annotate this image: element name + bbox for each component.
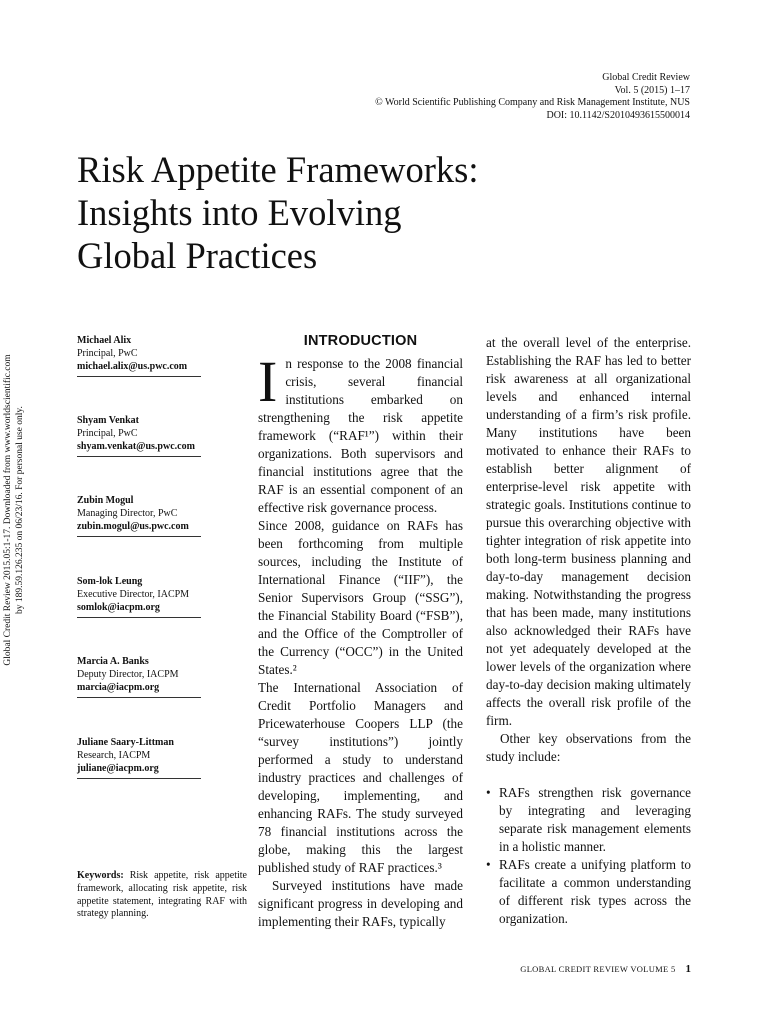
title-line-1: Risk Appetite Frameworks: (77, 149, 479, 190)
author-name: Som-lok Leung (77, 576, 143, 587)
author-role: Principal, PwC (77, 347, 138, 359)
author-entry (77, 576, 201, 618)
title-line-3: Global Practices (77, 235, 318, 276)
author-name: Zubin Mogul (77, 495, 134, 506)
author-entry (77, 656, 201, 698)
author-email-link[interactable]: michael.alix@us.pwc.com (77, 361, 201, 377)
footer-journal: GLOBAL CREDIT REVIEW VOLUME 5 (520, 964, 676, 974)
bullet-icon: • (486, 857, 491, 872)
intro-paragraph-1-text: n response to the 2008 financial crisis, several financial institutions embarked on strengthening the risk appetite framework (“RAF¹”) within their organizations. Both supervisors and financial institutions agree that the RAF is an essential component of an effective risk governance process. (258, 356, 463, 515)
doi-line: DOI: 10.1142/S2010493615500014 (546, 109, 690, 121)
list-item-text: RAFs strengthen risk governance by integrating and leveraging separate risk management elements in a holistic manner. (499, 785, 691, 854)
bullet-icon: • (486, 785, 491, 800)
intro-paragraph-3: The International Association of Credit Portfolio Managers and Pricewaterhouse Coopers LLP (the “survey institutions”) jointly performed a study to understand industry practices and challenges of developing, implementing, and enhancing RAFs. The study surveyed 78 financial institutions across the globe, making this the largest published study of RAF practices.³ (258, 680, 463, 875)
author-entry (77, 415, 201, 457)
right-column (486, 334, 691, 928)
download-watermark (2, 335, 32, 685)
page-footer (520, 963, 691, 975)
author-entry (77, 335, 201, 377)
author-name: Michael Alix (77, 335, 132, 346)
section-heading: INTRODUCTION (303, 333, 418, 349)
article-title (77, 148, 478, 277)
author-email-link[interactable]: somlok@iacpm.org (77, 602, 201, 618)
author-name: Juliane Saary-Littman (77, 737, 174, 748)
title-line-2: Insights into Evolving (77, 192, 402, 233)
observations-list (486, 784, 691, 928)
list-item (486, 856, 691, 928)
author-entry (77, 737, 201, 779)
author-role: Managing Director, PwC (77, 507, 178, 519)
keywords-text: Risk appetite, risk appetite framework, allocating risk appetite, risk appetite statement, integrating RAF with strategy planning. (77, 870, 247, 920)
author-email-link[interactable]: shyam.venkat@us.pwc.com (77, 441, 201, 457)
intro-paragraph-4: Surveyed institutions have made significant progress in developing and implementing their RAFs, typically (258, 878, 463, 929)
journal-header (375, 72, 690, 122)
author-role: Research, IACPM (77, 749, 151, 761)
author-entry (77, 495, 201, 537)
author-name: Shyam Venkat (77, 415, 139, 426)
keywords-block (77, 870, 247, 921)
journal-volume: Vol. 5 (2015) 1–17 (614, 84, 690, 96)
download-note-line-2: by 189.59.126.235 on 06/23/16. For personal use only. (15, 406, 25, 614)
observations-intro: Other key observations from the study include: (486, 731, 691, 764)
author-email-link[interactable]: marcia@iacpm.org (77, 682, 201, 698)
author-email-link[interactable]: juliane@iacpm.org (77, 763, 201, 779)
introduction-column (258, 332, 463, 931)
author-email-link[interactable]: zubin.mogul@us.pwc.com (77, 521, 201, 537)
author-name: Marcia A. Banks (77, 656, 149, 667)
intro-paragraph-1 (258, 349, 463, 517)
copyright-line: © World Scientific Publishing Company and Risk Management Institute, NUS (375, 97, 690, 108)
author-role: Principal, PwC (77, 427, 138, 439)
list-item (486, 784, 691, 856)
keywords-label: Keywords: (77, 870, 124, 881)
body-paragraph-continued: at the overall level of the enterprise. Establishing the RAF has led to better risk awareness at all organizational levels and enhanced internal understanding of a firm’s risk profile. Many institutions have been motivated to enhance their RAFs to establish better alignment of enterprise-level risk appetite with strategic goals. Institutions continue to pursue this overarching objective with tighter integration of risk appetite into both long-term business planning and day-to-day management decision making. Notwithstanding the progress that has been made, many institutions also acknowledged their RAFs have not yet adequately developed at the lower levels of the organization where day-to-day decision making ultimately affects the overall risk profile of the firm. (486, 335, 691, 728)
download-note-line-1: Global Credit Review 2015.05:1-17. Downloaded from www.worldscientific.com (3, 354, 13, 666)
intro-paragraph-2: Since 2008, guidance on RAFs has been forthcoming from multiple sources, including the Institute of International Finance (“IIF”), the Senior Supervisors Group (“SSG”), the Financial Stability Board (“FSB”), and the Office of the Comptroller of the Currency (“OCC”) in the United States.² (258, 518, 463, 677)
drop-cap: I (258, 349, 278, 414)
author-role: Deputy Director, IACPM (77, 668, 179, 680)
journal-name: Global Credit Review (602, 72, 690, 83)
author-role: Executive Director, IACPM (77, 588, 190, 600)
page-number: 1 (685, 963, 691, 975)
list-item-text: RAFs create a unifying platform to facilitate a common understanding of different risk types across the organization. (499, 857, 691, 926)
